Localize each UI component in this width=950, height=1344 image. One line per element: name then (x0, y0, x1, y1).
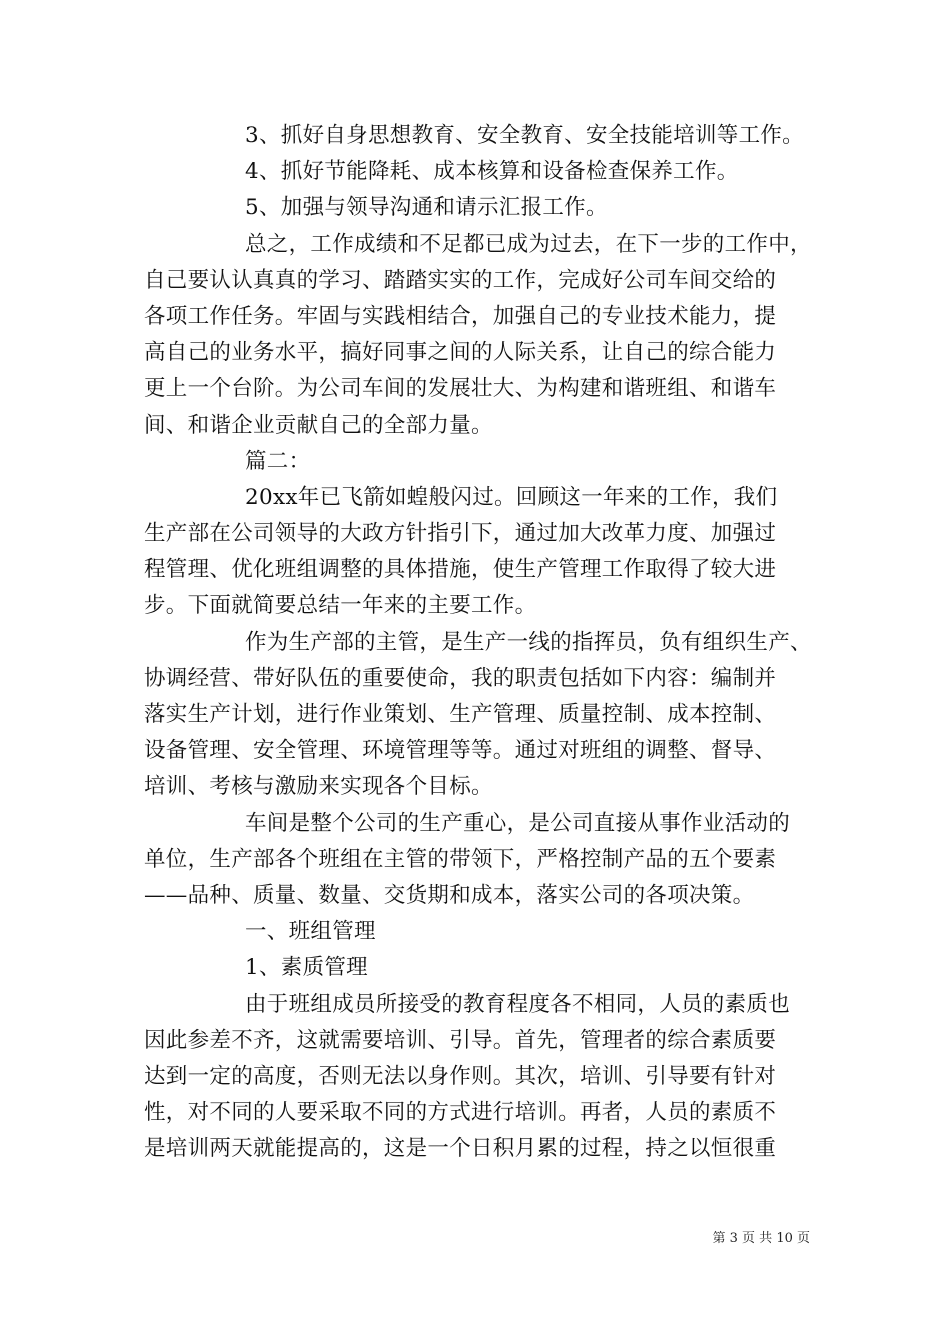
text-line: 协调经营、带好队伍的重要使命，我的职责包括如下内容：编制并 (144, 665, 777, 691)
text-line: 由于班组成员所接受的教育程度各不相同，人员的素质也 (245, 991, 791, 1017)
text-line: 因此参差不齐，这就需要培训、引导。首先，管理者的综合素质要 (144, 1027, 777, 1053)
text-line: 单位，生产部各个班组在主管的带领下，严格控制产品的五个要素 (144, 846, 777, 872)
text-line: 生产部在公司领导的大政方针指引下，通过加大改革力度、加强过 (144, 521, 777, 547)
text-line: 落实生产计划，进行作业策划、生产管理、质量控制、成本控制、 (144, 702, 777, 727)
text-line: 程管理、优化班组调整的具体措施，使生产管理工作取得了较大进 (144, 557, 777, 583)
text-line: 自己要认认真真的学习、踏踏实实的工作，完成好公司车间交给的 (144, 267, 777, 293)
text-line: ——品种、质量、数量、交货期和成本，落实公司的各项决策。 (144, 882, 755, 908)
text-line: 5、加强与领导沟通和请示汇报工作。 (245, 195, 608, 221)
text-line: 更上一个台阶。为公司车间的发展壮大、为构建和谐班组、和谐车 (144, 376, 777, 402)
section-heading: 篇二： (245, 448, 311, 474)
text-line: 各项工作任务。牢固与实践相结合，加强自己的专业技术能力，提 (144, 303, 777, 329)
text-line: 4、抓好节能降耗、成本核算和设备检查保养工作。 (245, 159, 739, 185)
text-line: 20xx年已飞箭如蝗般闪过。回顾这一年来的工作，我们 (245, 484, 778, 510)
text-line: 是培训两天就能提高的，这是一个日积月累的过程，持之以恒很重 (144, 1136, 777, 1162)
text-line: 总之，工作成绩和不足都已成为过去，在下一步的工作中， (245, 231, 812, 257)
section-heading: 一、班组管理 (245, 919, 376, 945)
text-line: 设备管理、安全管理、环境管理等等。通过对班组的调整、督导、 (144, 738, 777, 764)
text-line: 间、和谐企业贡献自己的全部力量。 (144, 412, 493, 438)
text-line: 高自己的业务水平，搞好同事之间的人际关系，让自己的综合能力 (144, 340, 777, 366)
text-line: 培训、考核与激励来实现各个目标。 (144, 774, 493, 800)
text-line: 步。下面就简要总结一年来的主要工作。 (144, 593, 537, 619)
text-line: 车间是整个公司的生产重心，是公司直接从事作业活动的 (245, 810, 791, 836)
subsection-heading: 1、素质管理 (245, 955, 368, 981)
page-number: 第 3 页 共 10 页 (712, 1231, 810, 1246)
text-line: 作为生产部的主管，是生产一线的指挥员，负有组织生产、 (245, 629, 812, 655)
document-body (144, 118, 812, 1167)
text-line: 性，对不同的人要采取不同的方式进行培训。再者，人员的素质不 (144, 1100, 777, 1126)
text-line: 3、抓好自身思想教育、安全教育、安全技能培训等工作。 (245, 123, 804, 148)
text-line: 达到一定的高度，否则无法以身作则。其次，培训、引导要有针对 (144, 1063, 777, 1089)
